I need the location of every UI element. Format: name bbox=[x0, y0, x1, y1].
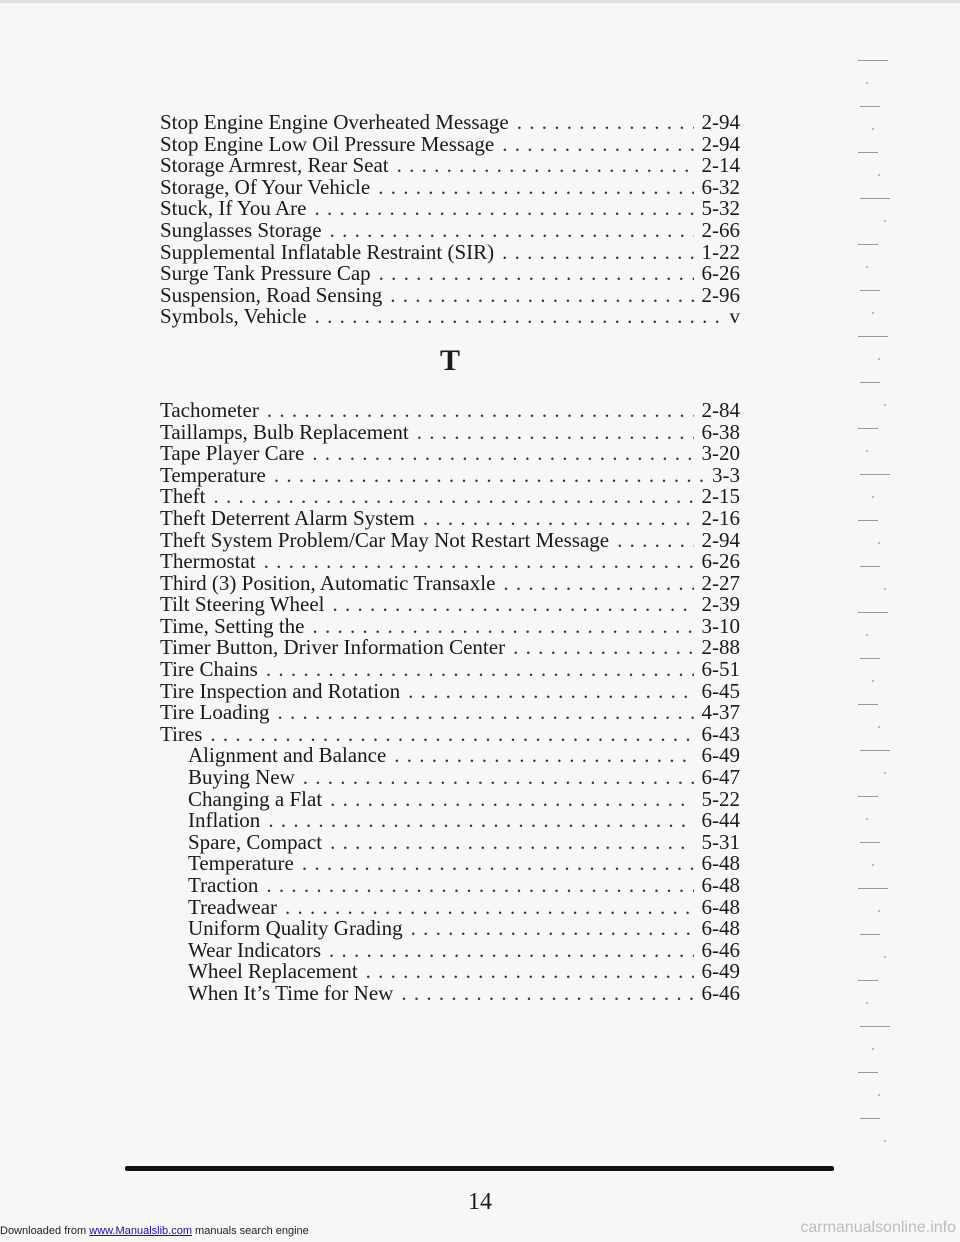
entry-page: 1-22 bbox=[701, 239, 740, 264]
manualslib-link[interactable]: www.Manualslib.com bbox=[89, 1225, 192, 1237]
entry-page: 3-20 bbox=[701, 441, 740, 466]
entry-label: Alignment and Balance bbox=[188, 743, 387, 768]
entry-label: Spare, Compact bbox=[188, 829, 323, 854]
dot-leader bbox=[330, 832, 693, 854]
dot-leader bbox=[213, 486, 693, 508]
dot-leader bbox=[366, 961, 694, 983]
margin-dash bbox=[858, 1072, 878, 1073]
dot-leader bbox=[333, 594, 694, 616]
entry-label: Inflation bbox=[188, 808, 261, 833]
entry-page: 2-39 bbox=[701, 592, 740, 617]
dot-leader bbox=[408, 681, 693, 703]
entry-label: Storage, Of Your Vehicle bbox=[160, 174, 371, 199]
entry-label: When It’s Time for New bbox=[188, 980, 394, 1005]
entry-label: Wheel Replacement bbox=[188, 959, 358, 984]
index-entry bbox=[160, 155, 740, 177]
dot-leader bbox=[313, 616, 694, 638]
entry-label: Stop Engine Engine Overheated Message bbox=[160, 110, 509, 134]
entry-page: 6-45 bbox=[701, 678, 740, 703]
dot-leader bbox=[378, 177, 693, 199]
entry-page: 2-66 bbox=[701, 217, 740, 242]
dot-leader bbox=[285, 897, 693, 919]
dot-leader bbox=[390, 285, 693, 307]
dot-leader bbox=[379, 263, 694, 285]
index-entry bbox=[160, 282, 740, 307]
dot-leader bbox=[312, 443, 693, 465]
index-entry bbox=[160, 419, 740, 444]
entry-label: Time, Setting the bbox=[160, 613, 305, 638]
entry-page: 6-51 bbox=[701, 657, 740, 682]
margin-dot bbox=[878, 1094, 880, 1096]
dot-leader bbox=[411, 918, 694, 940]
dot-leader bbox=[267, 400, 694, 422]
index-entry bbox=[160, 443, 740, 465]
entry-page: 2-14 bbox=[701, 153, 740, 178]
dot-leader bbox=[277, 702, 693, 724]
footer-suffix: manuals search engine bbox=[191, 1225, 309, 1237]
entry-label: Temperature bbox=[188, 851, 294, 876]
margin-dash bbox=[858, 152, 878, 153]
entry-page: 6-26 bbox=[701, 549, 740, 574]
entry-page: 6-48 bbox=[701, 894, 740, 919]
margin-dot bbox=[866, 82, 868, 84]
margin-dash bbox=[860, 1118, 880, 1119]
dot-leader bbox=[264, 551, 694, 573]
index-group-t bbox=[160, 397, 740, 1005]
entry-label: Storage Armrest, Rear Seat bbox=[160, 153, 389, 178]
dot-leader bbox=[401, 983, 693, 1005]
entry-label: Stop Engine Low Oil Pressure Message bbox=[160, 131, 495, 156]
margin-dot bbox=[884, 588, 886, 590]
entry-label: Theft Deterrent Alarm System bbox=[160, 505, 415, 530]
margin-dot bbox=[884, 956, 886, 958]
entry-page: 2-88 bbox=[701, 635, 740, 660]
entry-page: 6-49 bbox=[701, 743, 740, 768]
margin-dot bbox=[872, 496, 874, 498]
index-entry bbox=[160, 486, 740, 508]
entry-page: 5-32 bbox=[701, 196, 740, 221]
margin-dot bbox=[872, 312, 874, 314]
entry-label: Treadwear bbox=[188, 894, 278, 919]
index-subentry bbox=[160, 937, 740, 962]
entry-label: Tire Inspection and Rotation bbox=[160, 678, 401, 703]
dot-leader bbox=[503, 573, 693, 595]
index-entries bbox=[160, 112, 740, 1005]
margin-dash bbox=[860, 842, 880, 843]
index-subentry bbox=[160, 767, 740, 789]
entry-label: Supplemental Inflatable Restraint (SIR) bbox=[160, 239, 495, 264]
dot-leader bbox=[417, 422, 694, 444]
margin-dot bbox=[878, 174, 880, 176]
entry-page: 5-31 bbox=[701, 829, 740, 854]
dot-leader bbox=[210, 724, 693, 746]
index-entry bbox=[160, 613, 740, 638]
entry-page: 6-48 bbox=[701, 851, 740, 876]
dot-leader bbox=[394, 745, 693, 767]
entry-label: Tires bbox=[160, 721, 203, 746]
dot-leader bbox=[423, 508, 694, 530]
entry-label: Tilt Steering Wheel bbox=[160, 592, 325, 617]
entry-page: 3-10 bbox=[701, 613, 740, 638]
dot-leader bbox=[266, 659, 694, 681]
index-entry bbox=[160, 198, 740, 220]
dot-leader bbox=[517, 112, 694, 134]
index-entry bbox=[160, 131, 740, 156]
entry-page: 6-26 bbox=[701, 261, 740, 286]
entry-page: 3-3 bbox=[712, 462, 740, 487]
entry-label: Sunglasses Storage bbox=[160, 217, 322, 242]
index-entry bbox=[160, 505, 740, 530]
margin-dash bbox=[860, 658, 880, 659]
footer-rule bbox=[125, 1166, 834, 1171]
dot-leader bbox=[502, 134, 693, 156]
entry-label: Thermostat bbox=[160, 549, 256, 574]
index-entry bbox=[160, 702, 740, 724]
margin-marks bbox=[858, 60, 898, 1160]
entry-label: Tape Player Care bbox=[160, 441, 305, 466]
entry-page: 5-22 bbox=[701, 786, 740, 811]
index-subentry bbox=[160, 745, 740, 767]
entry-label: Changing a Flat bbox=[188, 786, 323, 811]
entry-page: 2-96 bbox=[701, 282, 740, 307]
margin-dot bbox=[872, 864, 874, 866]
index-entry bbox=[160, 551, 740, 573]
margin-dash bbox=[858, 60, 888, 61]
index-entry bbox=[160, 659, 740, 681]
dot-leader bbox=[502, 242, 693, 264]
index-entry bbox=[160, 306, 740, 328]
entry-page: 2-94 bbox=[701, 527, 740, 552]
entry-page: 6-48 bbox=[701, 873, 740, 897]
index-entry bbox=[160, 263, 740, 285]
margin-dot bbox=[872, 128, 874, 130]
margin-dot bbox=[866, 818, 868, 820]
margin-dash bbox=[860, 382, 880, 383]
index-entry bbox=[160, 678, 740, 703]
entry-page: 2-27 bbox=[701, 570, 740, 595]
index-entry bbox=[160, 527, 740, 552]
margin-dot bbox=[872, 1048, 874, 1050]
margin-dash bbox=[858, 428, 878, 429]
margin-dot bbox=[878, 910, 880, 912]
entry-label: Third (3) Position, Automatic Transaxle bbox=[160, 570, 496, 595]
margin-dash bbox=[858, 520, 878, 521]
dot-leader bbox=[513, 637, 693, 659]
index-subentry bbox=[160, 810, 740, 832]
entry-label: Suspension, Road Sensing bbox=[160, 282, 383, 307]
margin-dash bbox=[858, 336, 888, 337]
index-entry bbox=[160, 721, 740, 746]
index-entry bbox=[160, 239, 740, 264]
index-subentry bbox=[160, 875, 740, 897]
dot-leader bbox=[330, 220, 694, 242]
page-number: 14 bbox=[468, 1189, 492, 1215]
margin-dash bbox=[858, 704, 878, 705]
entry-page: 6-49 bbox=[701, 959, 740, 984]
margin-dot bbox=[866, 266, 868, 268]
index-entry bbox=[160, 112, 740, 134]
entry-label: Temperature bbox=[160, 462, 266, 487]
entry-page: 2-94 bbox=[701, 131, 740, 156]
entry-page: 6-48 bbox=[701, 916, 740, 941]
margin-dash bbox=[860, 1026, 890, 1027]
entry-page: 2-94 bbox=[701, 110, 740, 134]
margin-dot bbox=[884, 772, 886, 774]
margin-dot bbox=[878, 542, 880, 544]
entry-page: 6-43 bbox=[701, 721, 740, 746]
margin-dot bbox=[878, 726, 880, 728]
dot-leader bbox=[617, 530, 693, 552]
footer-prefix: Downloaded from bbox=[0, 1225, 90, 1237]
entry-page: 2-16 bbox=[701, 505, 740, 530]
download-footer bbox=[0, 1225, 309, 1237]
margin-dash bbox=[860, 474, 890, 475]
entry-page: 4-37 bbox=[701, 700, 740, 725]
entry-page: 6-47 bbox=[701, 765, 740, 790]
margin-dot bbox=[866, 450, 868, 452]
margin-dot bbox=[878, 358, 880, 360]
dot-leader bbox=[315, 306, 722, 328]
entry-label: Traction bbox=[188, 873, 259, 897]
margin-dot bbox=[872, 680, 874, 682]
margin-dash bbox=[858, 796, 878, 797]
watermark: carmanualsonline.info bbox=[800, 1219, 956, 1236]
section-letter: T bbox=[439, 343, 460, 377]
margin-dash bbox=[858, 888, 888, 889]
entry-label: Symbols, Vehicle bbox=[160, 304, 307, 329]
entry-page: 6-44 bbox=[701, 808, 740, 833]
dot-leader bbox=[274, 465, 704, 487]
index-group-s bbox=[160, 112, 740, 328]
entry-label: Tire Loading bbox=[160, 700, 270, 725]
index-subentry bbox=[160, 894, 740, 919]
margin-dash bbox=[860, 566, 880, 567]
dot-leader bbox=[330, 789, 693, 811]
index-entry bbox=[160, 217, 740, 242]
index-subentry bbox=[160, 829, 740, 854]
margin-dash bbox=[858, 612, 888, 613]
entry-page: 6-32 bbox=[701, 174, 740, 199]
margin-dash bbox=[858, 980, 878, 981]
entry-page: 2-84 bbox=[701, 397, 740, 422]
entry-label: Tachometer bbox=[160, 397, 259, 422]
margin-dot bbox=[866, 634, 868, 636]
margin-dash bbox=[860, 290, 880, 291]
entry-page: 2-15 bbox=[701, 484, 740, 509]
margin-dot bbox=[884, 1140, 886, 1142]
entry-label: Stuck, If You Are bbox=[160, 196, 307, 221]
margin-dash bbox=[860, 198, 890, 199]
dot-leader bbox=[268, 810, 693, 832]
index-entry bbox=[160, 397, 740, 422]
index-entry bbox=[160, 637, 740, 659]
index-subentry bbox=[160, 980, 740, 1005]
margin-dash bbox=[858, 244, 878, 245]
entry-label: Timer Button, Driver Information Center bbox=[160, 635, 506, 660]
entry-page: 6-46 bbox=[701, 937, 740, 962]
dot-leader bbox=[266, 875, 693, 897]
index-subentry bbox=[160, 918, 740, 940]
dot-leader bbox=[314, 198, 693, 220]
index-subentry bbox=[160, 961, 740, 983]
entry-label: Tire Chains bbox=[160, 657, 258, 682]
top-border bbox=[0, 0, 960, 3]
index-subentry bbox=[160, 786, 740, 811]
entry-page: v bbox=[729, 304, 740, 329]
margin-dot bbox=[866, 1002, 868, 1004]
entry-label: Theft System Problem/Car May Not Restart Message bbox=[160, 527, 610, 552]
entry-label: Surge Tank Pressure Cap bbox=[160, 261, 371, 286]
dot-leader bbox=[303, 767, 694, 789]
margin-dot bbox=[884, 404, 886, 406]
entry-label: Buying New bbox=[188, 765, 295, 790]
index-entry bbox=[160, 174, 740, 199]
dot-leader bbox=[302, 853, 694, 875]
dot-leader bbox=[329, 940, 694, 962]
margin-dot bbox=[884, 220, 886, 222]
index-entry bbox=[160, 594, 740, 616]
entry-label: Theft bbox=[160, 484, 206, 509]
entry-label: Uniform Quality Grading bbox=[188, 916, 403, 941]
entry-label: Wear Indicators bbox=[188, 937, 321, 962]
index-subentry bbox=[160, 853, 740, 875]
entry-page: 6-46 bbox=[701, 980, 740, 1005]
index-entry bbox=[160, 570, 740, 595]
margin-dash bbox=[860, 750, 890, 751]
margin-dash bbox=[860, 934, 880, 935]
index-entry bbox=[160, 462, 740, 487]
entry-label: Taillamps, Bulb Replacement bbox=[160, 419, 409, 444]
margin-dash bbox=[860, 106, 880, 107]
dot-leader bbox=[397, 155, 694, 177]
entry-page: 6-38 bbox=[701, 419, 740, 444]
